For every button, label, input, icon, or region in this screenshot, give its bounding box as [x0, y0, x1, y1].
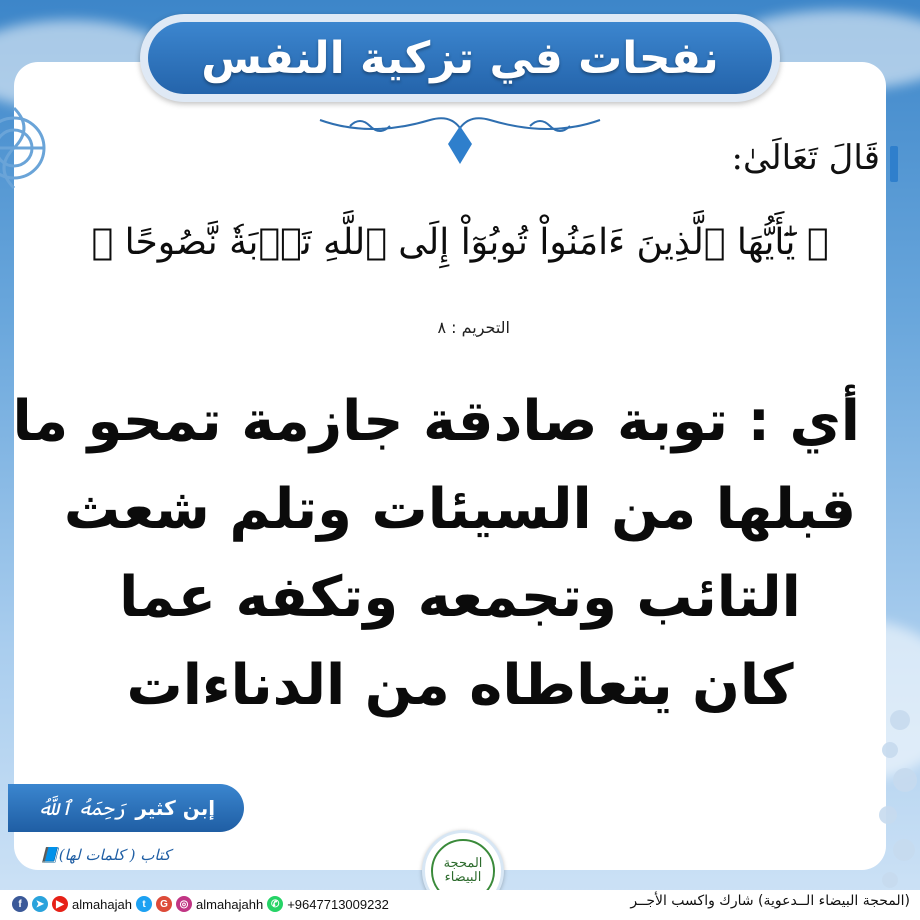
- handle-link[interactable]: almahajah: [72, 896, 132, 912]
- commentary-line: كان يتعاطاه من الدناءات: [126, 653, 794, 718]
- handle-link[interactable]: almahajahh: [196, 896, 264, 912]
- author-badge: [8, 784, 244, 832]
- intro-marker: [890, 146, 898, 182]
- whatsapp-icon[interactable]: ✆: [267, 896, 283, 912]
- book-icon: 📘: [40, 846, 59, 864]
- intro-text: قَالَ تَعَالَىٰ:: [731, 138, 880, 178]
- instagram-icon[interactable]: ◎: [176, 896, 192, 912]
- phone-number[interactable]: +9647713009232: [287, 896, 389, 912]
- book-source: [36, 846, 171, 864]
- author-name: إبن كثير: [135, 796, 216, 820]
- logo-text: المحجة البيضاء: [431, 839, 495, 903]
- corner-ornament-icon: [0, 88, 64, 208]
- footer-tagline: (المحجة البيضاء الــدعوية) شارك واكسب الأجــر: [630, 893, 910, 909]
- commentary-line: قبلها من السيئات وتلم شعث: [63, 477, 857, 542]
- telegram-icon[interactable]: ➤: [32, 896, 48, 912]
- commentary-line: أي : توبة صادقة جازمة تمحو ما: [12, 389, 860, 454]
- page-title: نفحات في تزكية النفس: [201, 32, 719, 84]
- facebook-icon[interactable]: f: [12, 896, 28, 912]
- author-honorific: رَحِمَهُ ٱللَّهُ: [36, 796, 126, 820]
- book-title: كتاب ( كلمات لها): [58, 846, 171, 864]
- google-plus-icon[interactable]: G: [156, 896, 172, 912]
- twitter-icon[interactable]: t: [136, 896, 152, 912]
- quran-verse: ﴿ يَٰٓأَيُّهَا ٱلَّذِينَ ءَامَنُواْ تُوبُوٓاْ إِلَى ٱللَّهِ تَوۡبَةٗ نَّصُوحًا ﴾: [91, 222, 829, 263]
- divider-ornament-icon: [310, 108, 610, 168]
- youtube-icon[interactable]: ▶: [52, 896, 68, 912]
- commentary: [12, 378, 860, 730]
- title-banner: [140, 14, 780, 102]
- commentary-line: التائب وتجمعه وتكفه عما: [119, 565, 801, 630]
- floral-ornament-icon: [860, 700, 920, 900]
- verse-reference: التحريم : ٨: [437, 318, 510, 337]
- social-links: [12, 893, 389, 915]
